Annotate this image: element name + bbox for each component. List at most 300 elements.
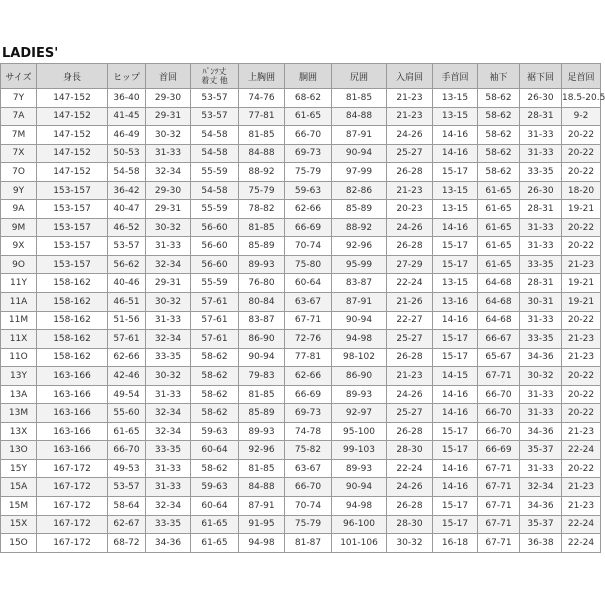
table-cell: 75-79 (239, 181, 285, 200)
table-cell: 26-30 (520, 89, 562, 108)
table-cell: 90-94 (332, 311, 387, 330)
table-cell: 68-72 (108, 534, 146, 553)
table-cell: 46-51 (108, 293, 146, 312)
table-cell: 65-67 (478, 348, 520, 367)
table-cell: 68-62 (285, 89, 332, 108)
table-cell: 59-63 (191, 478, 239, 497)
table-cell: 58-62 (478, 107, 520, 126)
table-cell: 62-66 (285, 200, 332, 219)
table-cell: 31-33 (146, 311, 191, 330)
table-cell: 95-99 (332, 255, 387, 274)
table-cell: 20-22 (562, 126, 601, 145)
table-cell: 21-23 (387, 89, 433, 108)
table-cell: 75-79 (285, 163, 332, 182)
table-cell: 32-34 (146, 497, 191, 516)
table-cell: 147-152 (37, 126, 108, 145)
table-row (1, 348, 601, 367)
table-row (1, 404, 601, 423)
table-cell: 84-88 (332, 107, 387, 126)
table-row (1, 515, 601, 534)
table-row (1, 144, 601, 163)
table-cell: 21-23 (562, 330, 601, 349)
column-header: 袖下 (478, 64, 520, 89)
table-cell: 55-59 (191, 200, 239, 219)
table-cell: 61-65 (478, 200, 520, 219)
table-cell: 53-57 (108, 478, 146, 497)
table-cell: 32-34 (520, 478, 562, 497)
table-cell: 30-32 (146, 218, 191, 237)
table-cell: 59-63 (191, 422, 239, 441)
table-cell: 22-24 (562, 515, 601, 534)
table-cell: 91-95 (239, 515, 285, 534)
table-cell: 167-172 (37, 534, 108, 553)
table-cell: 26-28 (387, 422, 433, 441)
table-cell: 15-17 (433, 255, 478, 274)
table-cell: 92-96 (239, 441, 285, 460)
table-cell: 14-16 (433, 385, 478, 404)
table-cell: 15-17 (433, 515, 478, 534)
size-label-cell: 11O (1, 348, 37, 367)
table-cell: 80-84 (239, 293, 285, 312)
table-cell: 67-71 (478, 515, 520, 534)
table-cell: 59-63 (285, 181, 332, 200)
size-label-cell: 7X (1, 144, 37, 163)
table-cell: 95-100 (332, 422, 387, 441)
table-cell: 153-157 (37, 200, 108, 219)
table-cell: 26-28 (387, 497, 433, 516)
table-cell: 92-97 (332, 404, 387, 423)
table-cell: 42-46 (108, 367, 146, 386)
table-row (1, 255, 601, 274)
table-cell: 87-91 (332, 293, 387, 312)
table-row (1, 311, 601, 330)
table-cell: 57-61 (191, 311, 239, 330)
table-cell: 22-24 (387, 274, 433, 293)
table-cell: 20-22 (562, 218, 601, 237)
table-cell: 28-31 (520, 274, 562, 293)
table-cell: 31-33 (146, 459, 191, 478)
table-cell: 13-16 (433, 293, 478, 312)
table-cell: 36-38 (520, 534, 562, 553)
table-cell: 31-33 (520, 144, 562, 163)
table-cell: 22-27 (387, 311, 433, 330)
table-cell: 15-17 (433, 163, 478, 182)
size-label-cell: 15O (1, 534, 37, 553)
table-cell: 30-32 (146, 293, 191, 312)
table-cell: 33-35 (146, 348, 191, 367)
table-cell: 46-49 (108, 126, 146, 145)
table-cell: 29-31 (146, 200, 191, 219)
table-cell: 53-57 (108, 237, 146, 256)
table-cell: 21-26 (387, 293, 433, 312)
table-cell: 163-166 (37, 404, 108, 423)
size-label-cell: 15X (1, 515, 37, 534)
table-cell: 66-70 (478, 404, 520, 423)
table-cell: 31-33 (146, 237, 191, 256)
size-label-cell: 9X (1, 237, 37, 256)
table-cell: 147-152 (37, 107, 108, 126)
size-label-cell: 9Y (1, 181, 37, 200)
table-row (1, 107, 601, 126)
table-cell: 66-70 (478, 422, 520, 441)
table-row (1, 237, 601, 256)
table-cell: 31-33 (520, 385, 562, 404)
table-cell: 58-62 (191, 459, 239, 478)
table-cell: 81-85 (239, 218, 285, 237)
table-cell: 21-23 (562, 348, 601, 367)
table-cell: 60-64 (285, 274, 332, 293)
table-cell: 167-172 (37, 497, 108, 516)
table-cell: 20-22 (562, 459, 601, 478)
table-cell: 66-70 (285, 478, 332, 497)
table-cell: 62-66 (108, 348, 146, 367)
table-cell: 77-81 (239, 107, 285, 126)
table-cell: 158-162 (37, 330, 108, 349)
table-cell: 26-28 (387, 348, 433, 367)
table-row (1, 218, 601, 237)
table-cell: 61-65 (478, 237, 520, 256)
table-cell: 153-157 (37, 255, 108, 274)
table-cell: 32-34 (146, 330, 191, 349)
table-cell: 70-74 (285, 497, 332, 516)
table-cell: 74-78 (285, 422, 332, 441)
table-cell: 33-35 (520, 255, 562, 274)
table-cell: 81-85 (239, 385, 285, 404)
table-cell: 26-28 (387, 163, 433, 182)
table-cell: 66-70 (285, 126, 332, 145)
table-cell: 13-15 (433, 89, 478, 108)
table-cell: 56-62 (108, 255, 146, 274)
table-cell: 58-62 (478, 126, 520, 145)
column-header: 手首回 (433, 64, 478, 89)
table-cell: 13-15 (433, 274, 478, 293)
table-cell: 66-67 (478, 330, 520, 349)
table-cell: 15-17 (433, 348, 478, 367)
table-cell: 153-157 (37, 181, 108, 200)
table-cell: 31-33 (520, 126, 562, 145)
table-cell: 24-26 (387, 478, 433, 497)
column-header: 身長 (37, 64, 108, 89)
table-cell: 83-87 (332, 274, 387, 293)
table-cell: 167-172 (37, 478, 108, 497)
table-cell: 16-18 (433, 534, 478, 553)
table-cell: 90-94 (239, 348, 285, 367)
column-header: ヒップ (108, 64, 146, 89)
table-cell: 90-94 (332, 478, 387, 497)
table-cell: 153-157 (37, 237, 108, 256)
table-cell: 66-69 (478, 441, 520, 460)
table-cell: 33-35 (146, 515, 191, 534)
table-cell: 27-29 (387, 255, 433, 274)
table-cell: 67-71 (478, 367, 520, 386)
table-cell: 147-152 (37, 89, 108, 108)
column-header: 裾下回 (520, 64, 562, 89)
table-cell: 29-30 (146, 181, 191, 200)
table-cell: 53-57 (191, 89, 239, 108)
table-cell: 89-93 (239, 255, 285, 274)
table-cell: 14-16 (433, 218, 478, 237)
table-cell: 32-34 (146, 255, 191, 274)
table-cell: 94-98 (332, 497, 387, 516)
size-label-cell: 13M (1, 404, 37, 423)
table-cell: 49-54 (108, 385, 146, 404)
table-cell: 55-59 (191, 274, 239, 293)
table-cell: 31-33 (146, 385, 191, 404)
table-cell: 61-65 (478, 181, 520, 200)
table-cell: 31-33 (146, 478, 191, 497)
table-row (1, 181, 601, 200)
table-cell: 19-21 (562, 293, 601, 312)
table-cell: 15-17 (433, 237, 478, 256)
table-row (1, 367, 601, 386)
table-cell: 57-61 (191, 330, 239, 349)
table-cell: 86-90 (332, 367, 387, 386)
table-cell: 69-73 (285, 144, 332, 163)
table-cell: 14-16 (433, 311, 478, 330)
table-cell: 158-162 (37, 274, 108, 293)
table-cell: 90-94 (332, 144, 387, 163)
table-cell: 58-62 (191, 367, 239, 386)
size-label-cell: 13Y (1, 367, 37, 386)
table-cell: 13-15 (433, 200, 478, 219)
table-cell: 20-22 (562, 144, 601, 163)
table-cell: 64-68 (478, 274, 520, 293)
table-cell: 13-15 (433, 181, 478, 200)
table-cell: 67-71 (478, 534, 520, 553)
table-cell: 51-56 (108, 311, 146, 330)
table-cell: 19-21 (562, 200, 601, 219)
table-cell: 88-92 (239, 163, 285, 182)
table-cell: 28-30 (387, 515, 433, 534)
table-cell: 18-20 (562, 181, 601, 200)
table-cell: 31-33 (520, 459, 562, 478)
table-cell: 14-16 (433, 478, 478, 497)
table-cell: 67-71 (478, 478, 520, 497)
column-header: 入肩回 (387, 64, 433, 89)
table-cell: 85-89 (239, 237, 285, 256)
size-label-cell: 13O (1, 441, 37, 460)
table-cell: 14-16 (433, 459, 478, 478)
table-cell: 163-166 (37, 422, 108, 441)
table-cell: 75-82 (285, 441, 332, 460)
table-cell: 18.5-20.5 (562, 89, 601, 108)
table-cell: 57-61 (191, 293, 239, 312)
table-cell: 83-87 (239, 311, 285, 330)
table-cell: 15-17 (433, 497, 478, 516)
table-cell: 31-33 (520, 237, 562, 256)
table-cell: 89-93 (239, 422, 285, 441)
table-cell: 88-92 (332, 218, 387, 237)
table-cell: 20-22 (562, 311, 601, 330)
table-cell: 60-64 (191, 441, 239, 460)
column-header-label: ﾊﾟﾝﾂ丈 着丈 他 (201, 67, 228, 85)
table-cell: 77-81 (285, 348, 332, 367)
table-cell: 89-93 (332, 459, 387, 478)
table-cell: 21-23 (562, 255, 601, 274)
table-cell: 15-17 (433, 330, 478, 349)
table-cell: 97-99 (332, 163, 387, 182)
table-cell: 22-24 (562, 534, 601, 553)
table-cell: 61-65 (191, 534, 239, 553)
table-cell: 55-60 (108, 404, 146, 423)
table-cell: 46-52 (108, 218, 146, 237)
table-cell: 99-103 (332, 441, 387, 460)
size-label-cell: 7O (1, 163, 37, 182)
table-cell: 22-24 (562, 441, 601, 460)
column-header: 尻囲 (332, 64, 387, 89)
table-cell: 66-70 (478, 385, 520, 404)
table-cell: 147-152 (37, 144, 108, 163)
table-cell: 36-42 (108, 181, 146, 200)
table-cell: 31-33 (520, 311, 562, 330)
table-cell: 92-96 (332, 237, 387, 256)
table-cell: 30-32 (520, 367, 562, 386)
table-cell: 63-67 (285, 459, 332, 478)
table-row (1, 385, 601, 404)
table-cell: 85-89 (239, 404, 285, 423)
table-cell: 94-98 (239, 534, 285, 553)
table-cell: 21-23 (562, 497, 601, 516)
table-cell: 36-40 (108, 89, 146, 108)
column-header: 首回 (146, 64, 191, 89)
table-cell: 34-36 (520, 422, 562, 441)
table-cell: 58-64 (108, 497, 146, 516)
table-cell: 158-162 (37, 311, 108, 330)
table-cell: 75-79 (285, 515, 332, 534)
table-cell: 34-36 (146, 534, 191, 553)
table-cell: 63-67 (285, 293, 332, 312)
table-row (1, 293, 601, 312)
table-cell: 84-88 (239, 144, 285, 163)
table-cell: 54-58 (191, 126, 239, 145)
table-cell: 163-166 (37, 367, 108, 386)
table-cell: 62-67 (108, 515, 146, 534)
table-cell: 58-62 (191, 348, 239, 367)
table-cell: 56-60 (191, 255, 239, 274)
table-cell: 81-85 (239, 126, 285, 145)
table-cell: 163-166 (37, 385, 108, 404)
table-cell: 66-70 (108, 441, 146, 460)
table-row (1, 274, 601, 293)
table-cell: 81-85 (239, 459, 285, 478)
table-cell: 31-33 (520, 404, 562, 423)
table-cell: 75-80 (285, 255, 332, 274)
table-cell: 167-172 (37, 515, 108, 534)
table-cell: 84-88 (239, 478, 285, 497)
table-cell: 89-93 (332, 385, 387, 404)
table-cell: 13-15 (433, 107, 478, 126)
table-cell: 32-34 (146, 422, 191, 441)
table-cell: 50-53 (108, 144, 146, 163)
table-cell: 41-45 (108, 107, 146, 126)
column-header: サイズ (1, 64, 37, 89)
table-cell: 30-32 (146, 367, 191, 386)
table-cell: 87-91 (239, 497, 285, 516)
size-label-cell: 15Y (1, 459, 37, 478)
table-cell: 22-24 (387, 459, 433, 478)
table-cell: 74-76 (239, 89, 285, 108)
table-cell: 28-31 (520, 200, 562, 219)
table-cell: 79-83 (239, 367, 285, 386)
table-cell: 167-172 (37, 459, 108, 478)
table-row (1, 478, 601, 497)
table-cell: 60-64 (191, 497, 239, 516)
table-cell: 21-23 (387, 181, 433, 200)
table-cell: 58-62 (478, 89, 520, 108)
size-label-cell: 15A (1, 478, 37, 497)
column-header (191, 64, 239, 89)
table-row (1, 163, 601, 182)
table-cell: 33-35 (520, 163, 562, 182)
table-cell: 85-89 (332, 200, 387, 219)
table-cell: 58-62 (191, 404, 239, 423)
table-cell: 15-17 (433, 422, 478, 441)
table-cell: 61-65 (191, 515, 239, 534)
table-cell: 20-23 (387, 200, 433, 219)
table-cell: 31-33 (146, 144, 191, 163)
size-label-cell: 11M (1, 311, 37, 330)
table-cell: 53-57 (191, 107, 239, 126)
table-cell: 28-30 (387, 441, 433, 460)
table-row (1, 497, 601, 516)
table-cell: 158-162 (37, 293, 108, 312)
size-label-cell: 9O (1, 255, 37, 274)
column-header: 足首回 (562, 64, 601, 89)
table-cell: 101-106 (332, 534, 387, 553)
table-cell: 20-22 (562, 237, 601, 256)
table-cell: 56-60 (191, 218, 239, 237)
table-cell: 153-157 (37, 218, 108, 237)
table-cell: 26-28 (387, 237, 433, 256)
table-cell: 25-27 (387, 144, 433, 163)
table-cell: 24-26 (387, 218, 433, 237)
table-cell: 56-60 (191, 237, 239, 256)
table-row (1, 441, 601, 460)
table-cell: 158-162 (37, 348, 108, 367)
table-cell: 54-58 (108, 163, 146, 182)
table-cell: 24-26 (387, 126, 433, 145)
table-cell: 49-53 (108, 459, 146, 478)
table-cell: 57-61 (108, 330, 146, 349)
table-cell: 20-22 (562, 385, 601, 404)
table-body (1, 89, 605, 553)
table-cell: 54-58 (191, 181, 239, 200)
table-row (1, 422, 601, 441)
table-cell: 76-80 (239, 274, 285, 293)
size-label-cell: 7A (1, 107, 37, 126)
table-cell: 34-36 (520, 497, 562, 516)
table-cell: 66-69 (285, 385, 332, 404)
table-row (1, 200, 601, 219)
table-cell: 25-27 (387, 404, 433, 423)
size-label-cell: 9M (1, 218, 37, 237)
table-cell: 98-102 (332, 348, 387, 367)
table-cell: 78-82 (239, 200, 285, 219)
size-label-cell: 11Y (1, 274, 37, 293)
table-cell: 33-35 (520, 330, 562, 349)
table-cell: 28-31 (520, 107, 562, 126)
table-cell: 14-16 (433, 126, 478, 145)
table-row (1, 330, 601, 349)
table-cell: 32-34 (146, 163, 191, 182)
table-cell: 67-71 (285, 311, 332, 330)
table-cell: 30-32 (146, 126, 191, 145)
table-cell: 20-22 (562, 367, 601, 386)
table-cell: 21-23 (562, 422, 601, 441)
table-cell: 35-37 (520, 441, 562, 460)
size-label-cell: 13A (1, 385, 37, 404)
page-title: LADIES' (2, 46, 59, 61)
